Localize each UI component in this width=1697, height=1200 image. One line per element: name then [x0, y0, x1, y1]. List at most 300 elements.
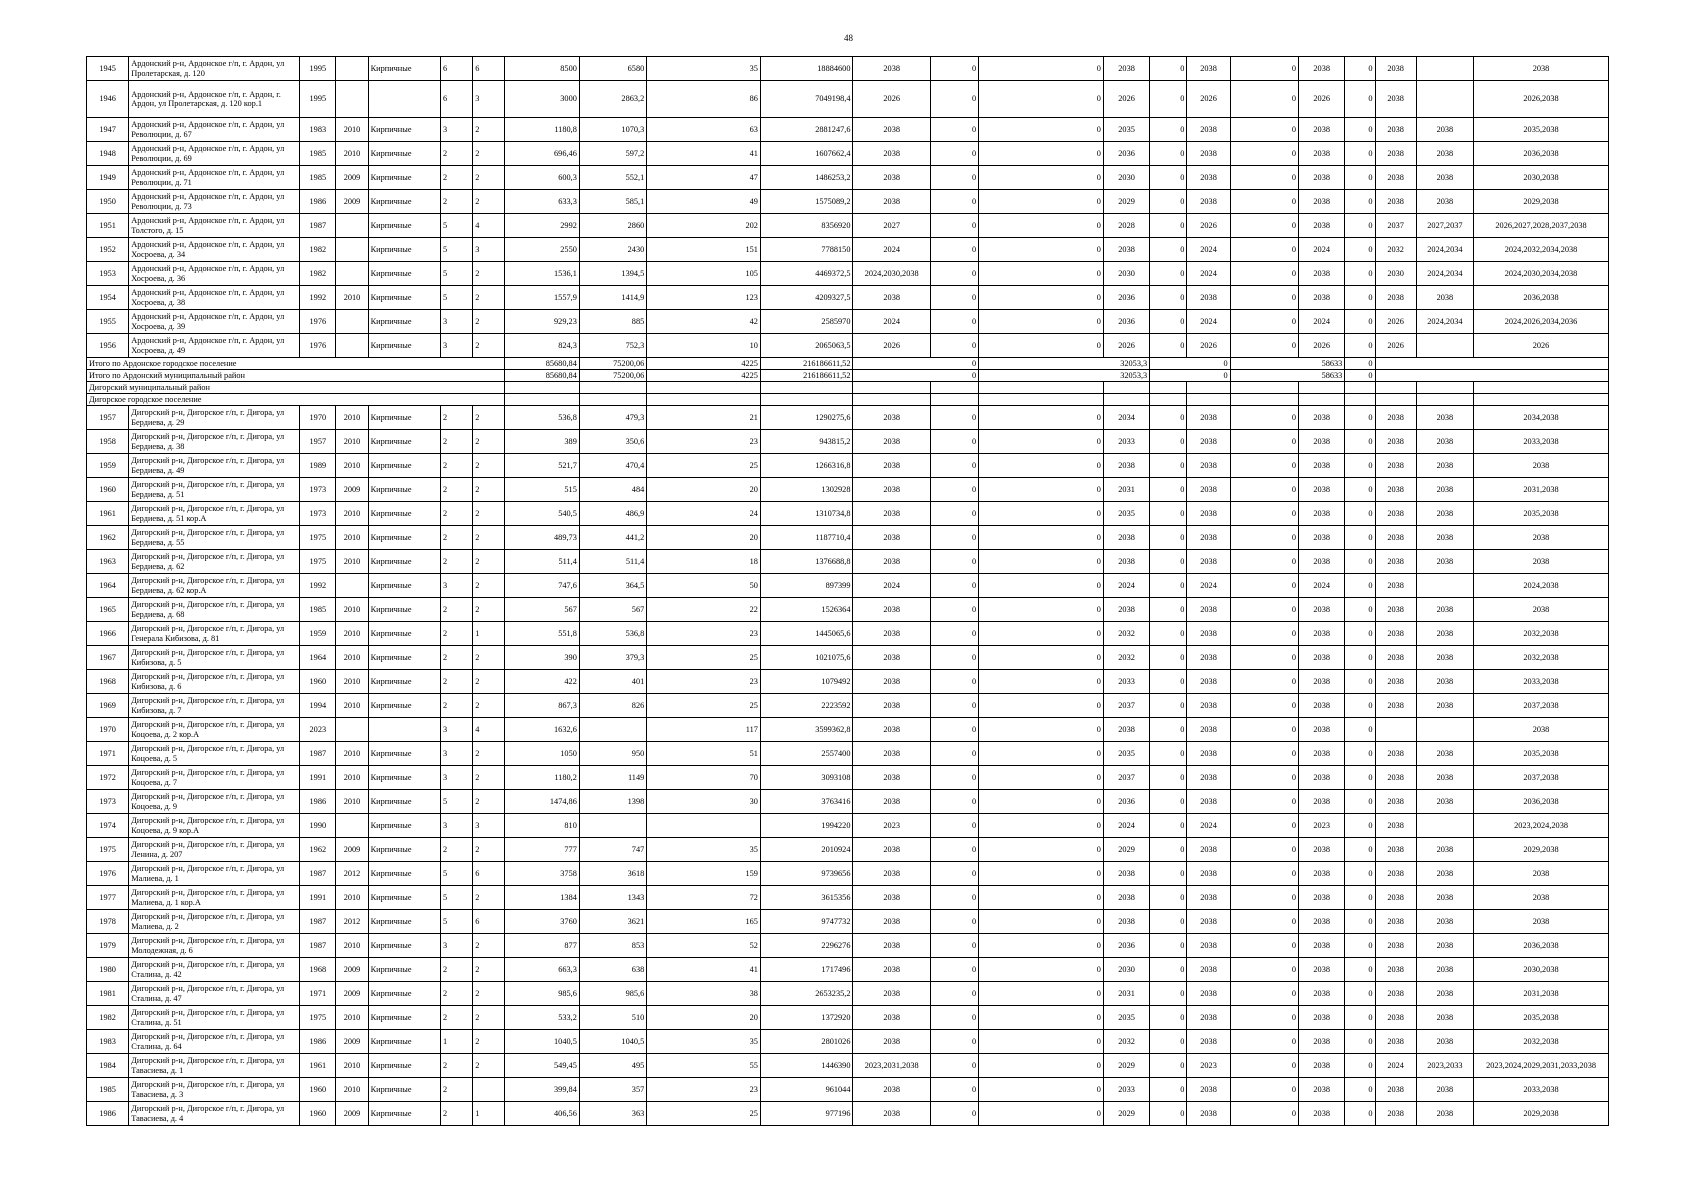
cell-wall-material: Кирпичные	[368, 478, 440, 502]
cell-entrances: 6	[473, 862, 505, 886]
cell-row-number: 1975	[87, 838, 129, 862]
cell-sum-b: 0	[979, 190, 1104, 214]
cell-year-a: 2038	[853, 286, 930, 310]
cell-year-a: 2026	[853, 334, 930, 358]
cell-living-area: 985,6	[579, 982, 646, 1006]
cell-sum-d: 0	[1230, 81, 1298, 118]
cell-residents: 35	[647, 1030, 761, 1054]
cell-sum-b: 0	[979, 838, 1104, 862]
cell-sum-a: 0	[930, 57, 978, 81]
cell-year-a: 2023,2031,2038	[853, 1054, 930, 1078]
cell-floors: 5	[441, 262, 473, 286]
cell-year-c: 2038	[1187, 454, 1230, 478]
cell-year-overhaul: 2010	[336, 502, 368, 526]
cell-year-c: 2038	[1187, 838, 1230, 862]
section-empty-cell	[1474, 394, 1609, 406]
cell-sum-e: 0	[1345, 454, 1375, 478]
cell-year-built: 1991	[300, 886, 336, 910]
section-empty-cell	[1375, 382, 1416, 394]
cell-floors: 5	[441, 910, 473, 934]
cell-sum-a: 0	[930, 1102, 978, 1126]
cell-floors: 1	[441, 1030, 473, 1054]
cell-living-area: 2860	[579, 214, 646, 238]
cell-year-a: 2038	[853, 670, 930, 694]
cell-sum-b: 0	[979, 286, 1104, 310]
cell-wall-material: Кирпичные	[368, 598, 440, 622]
cell-wall-material: Кирпичные	[368, 838, 440, 862]
cell-entrances: 2	[473, 454, 505, 478]
cell-year-a: 2038	[853, 718, 930, 742]
cell-sum-a: 0	[930, 310, 978, 334]
cell-year-e: 2038	[1375, 430, 1416, 454]
cell-year-c: 2038	[1187, 886, 1230, 910]
table-row	[87, 142, 1609, 166]
cell-year-c: 2038	[1187, 670, 1230, 694]
cell-year-d: 2038	[1299, 454, 1345, 478]
cell-sum-b: 0	[979, 742, 1104, 766]
cell-year-built: 1990	[300, 814, 336, 838]
cell-year-d: 2024	[1299, 238, 1345, 262]
cell-row-number: 1966	[87, 622, 129, 646]
cell-cost: 2585970	[760, 310, 853, 334]
cell-sum-c: 0	[1150, 406, 1187, 430]
cell-cost: 2653235,2	[760, 982, 853, 1006]
cell-sum-c: 0	[1150, 1078, 1187, 1102]
cell-year-overhaul: 2010	[336, 118, 368, 142]
cell-all-years: 2024,2032,2034,2038	[1474, 238, 1609, 262]
section-empty-cell	[1187, 394, 1230, 406]
cell-sum-c: 0	[1150, 934, 1187, 958]
section-empty-cell	[1375, 394, 1416, 406]
cell-sum-d: 0	[1230, 502, 1298, 526]
cell-year-e: 2038	[1375, 598, 1416, 622]
cell-year-f	[1416, 334, 1473, 358]
register-body	[87, 57, 1609, 1126]
cell-year-c: 2038	[1187, 502, 1230, 526]
cell-year-f: 2024,2034	[1416, 262, 1473, 286]
cell-total-area: 824,3	[505, 334, 579, 358]
cell-year-c: 2038	[1187, 550, 1230, 574]
cell-sum-e: 0	[1345, 646, 1375, 670]
cell-floors: 2	[441, 1006, 473, 1030]
cell-year-c: 2038	[1187, 190, 1230, 214]
cell-year-f: 2038	[1416, 1102, 1473, 1126]
cell-sum-e: 0	[1345, 57, 1375, 81]
cell-all-years: 2035,2038	[1474, 502, 1609, 526]
cell-year-e: 2038	[1375, 790, 1416, 814]
cell-year-overhaul	[336, 81, 368, 118]
cell-year-overhaul: 2010	[336, 670, 368, 694]
cell-row-number: 1945	[87, 57, 129, 81]
cell-sum-e: 0	[1345, 478, 1375, 502]
table-row	[87, 982, 1609, 1006]
cell-year-b: 2026	[1103, 334, 1149, 358]
cell-total-area: 3758	[505, 862, 579, 886]
cell-sum-e: 0	[1345, 526, 1375, 550]
cell-sum-d: 0	[1230, 694, 1298, 718]
cell-address: Дигорский р-н, Дигорское г/п, г. Дигора, ул Кибизова, д. 6	[129, 670, 300, 694]
cell-sum-a: 0	[930, 81, 978, 118]
cell-sum-a: 0	[930, 550, 978, 574]
cell-address: Ардонский р-н, Ардонское г/п, г. Ардон, ул Революции, д. 67	[129, 118, 300, 142]
table-row	[87, 766, 1609, 790]
cell-address: Ардонский р-н, Ардонское г/п, г. Ардон, ул Пролетарская, д. 120	[129, 57, 300, 81]
cell-sum-a: 0	[930, 718, 978, 742]
cell-sum-d: 0	[1230, 814, 1298, 838]
table-row	[87, 886, 1609, 910]
cell-year-d: 2024	[1299, 574, 1345, 598]
cell-entrances: 3	[473, 238, 505, 262]
cell-sum-d: 0	[1230, 574, 1298, 598]
cell-floors: 2	[441, 166, 473, 190]
total-sum3: 0	[1150, 370, 1230, 382]
cell-sum-a: 0	[930, 958, 978, 982]
cell-sum-d: 0	[1230, 982, 1298, 1006]
cell-cost: 1486253,2	[760, 166, 853, 190]
cell-entrances: 2	[473, 262, 505, 286]
cell-year-built: 1976	[300, 334, 336, 358]
cell-cost: 2296276	[760, 934, 853, 958]
cell-year-b: 2038	[1103, 526, 1149, 550]
cell-total-area: 1050	[505, 742, 579, 766]
cell-year-d: 2038	[1299, 910, 1345, 934]
table-row	[87, 622, 1609, 646]
cell-year-a: 2038	[853, 598, 930, 622]
cell-sum-a: 0	[930, 982, 978, 1006]
cell-row-number: 1950	[87, 190, 129, 214]
cell-floors: 5	[441, 886, 473, 910]
cell-sum-c: 0	[1150, 742, 1187, 766]
cell-year-f: 2038	[1416, 982, 1473, 1006]
cell-cost: 3615356	[760, 886, 853, 910]
cell-year-overhaul: 2010	[336, 694, 368, 718]
cell-sum-a: 0	[930, 814, 978, 838]
cell-row-number: 1948	[87, 142, 129, 166]
cell-year-a: 2038	[853, 502, 930, 526]
cell-sum-d: 0	[1230, 886, 1298, 910]
cell-sum-c: 0	[1150, 838, 1187, 862]
cell-year-a: 2038	[853, 166, 930, 190]
cell-year-c: 2038	[1187, 790, 1230, 814]
cell-year-c: 2038	[1187, 622, 1230, 646]
cell-row-number: 1960	[87, 478, 129, 502]
cell-floors: 2	[441, 190, 473, 214]
table-row	[87, 790, 1609, 814]
cell-year-f: 2038	[1416, 766, 1473, 790]
cell-year-f: 2038	[1416, 886, 1473, 910]
cell-floors: 2	[441, 838, 473, 862]
cell-sum-e: 0	[1345, 958, 1375, 982]
cell-cost: 1446390	[760, 1054, 853, 1078]
cell-sum-d: 0	[1230, 334, 1298, 358]
cell-wall-material: Кирпичные	[368, 910, 440, 934]
cell-sum-a: 0	[930, 742, 978, 766]
section-empty-cell	[760, 382, 853, 394]
cell-sum-e: 0	[1345, 910, 1375, 934]
cell-wall-material: Кирпичные	[368, 142, 440, 166]
cell-sum-a: 0	[930, 862, 978, 886]
table-row	[87, 718, 1609, 742]
cell-row-number: 1979	[87, 934, 129, 958]
cell-row-number: 1980	[87, 958, 129, 982]
cell-year-overhaul: 2010	[336, 406, 368, 430]
cell-sum-a: 0	[930, 118, 978, 142]
cell-year-e: 2038	[1375, 910, 1416, 934]
table-row	[87, 838, 1609, 862]
cell-year-c: 2038	[1187, 934, 1230, 958]
cell-sum-e: 0	[1345, 502, 1375, 526]
cell-floors: 2	[441, 958, 473, 982]
cell-living-area: 486,9	[579, 502, 646, 526]
cell-sum-e: 0	[1345, 262, 1375, 286]
cell-year-c: 2038	[1187, 982, 1230, 1006]
cell-address: Дигорский р-н, Дигорское г/п, г. Дигора, ул Коцоева, д. 9	[129, 790, 300, 814]
cell-year-b: 2029	[1103, 1102, 1149, 1126]
cell-living-area: 885	[579, 310, 646, 334]
cell-row-number: 1969	[87, 694, 129, 718]
cell-row-number: 1962	[87, 526, 129, 550]
cell-year-built: 1983	[300, 118, 336, 142]
cell-year-built: 1961	[300, 1054, 336, 1078]
cell-wall-material: Кирпичные	[368, 694, 440, 718]
cell-sum-b: 0	[979, 862, 1104, 886]
cell-year-f: 2038	[1416, 406, 1473, 430]
cell-address: Дигорский р-н, Дигорское г/п, г. Дигора, ул Коцоева, д. 9 кор.А	[129, 814, 300, 838]
cell-address: Дигорский р-н, Дигорское г/п, г. Дигора, ул Бердиева, д. 62 кор.А	[129, 574, 300, 598]
section-empty-cell	[1230, 382, 1298, 394]
table-row	[87, 214, 1609, 238]
total-sum2: 32053,3	[979, 370, 1150, 382]
cell-year-f	[1416, 81, 1473, 118]
cell-residents: 25	[647, 1102, 761, 1126]
cell-year-f	[1416, 814, 1473, 838]
cell-sum-e: 0	[1345, 622, 1375, 646]
cell-sum-d: 0	[1230, 718, 1298, 742]
cell-year-built: 1991	[300, 766, 336, 790]
cell-year-b: 2038	[1103, 550, 1149, 574]
cell-residents: 30	[647, 790, 761, 814]
section-empty-cell	[979, 382, 1104, 394]
cell-row-number: 1977	[87, 886, 129, 910]
cell-total-area: 877	[505, 934, 579, 958]
cell-sum-e: 0	[1345, 766, 1375, 790]
cell-year-overhaul	[336, 57, 368, 81]
cell-year-built: 1992	[300, 286, 336, 310]
cell-entrances: 2	[473, 646, 505, 670]
cell-sum-d: 0	[1230, 742, 1298, 766]
cell-row-number: 1951	[87, 214, 129, 238]
cell-year-d: 2038	[1299, 622, 1345, 646]
cell-residents: 23	[647, 430, 761, 454]
cell-living-area	[579, 718, 646, 742]
cell-year-b: 2035	[1103, 1006, 1149, 1030]
cell-year-overhaul: 2010	[336, 646, 368, 670]
cell-year-a: 2038	[853, 454, 930, 478]
cell-year-built: 1995	[300, 81, 336, 118]
cell-cost: 9739656	[760, 862, 853, 886]
cell-entrances: 2	[473, 934, 505, 958]
cell-year-b: 2038	[1103, 57, 1149, 81]
page-number: 48	[844, 33, 853, 43]
section-empty-cell	[979, 394, 1104, 406]
total-residents: 4225	[647, 358, 761, 370]
section-empty-cell	[1416, 382, 1473, 394]
cell-sum-b: 0	[979, 934, 1104, 958]
cell-sum-d: 0	[1230, 190, 1298, 214]
cell-year-d: 2038	[1299, 934, 1345, 958]
cell-sum-c: 0	[1150, 214, 1187, 238]
cell-year-b: 2030	[1103, 958, 1149, 982]
table-row	[87, 118, 1609, 142]
cell-sum-a: 0	[930, 670, 978, 694]
cell-all-years: 2037,2038	[1474, 694, 1609, 718]
cell-year-e: 2038	[1375, 1078, 1416, 1102]
cell-year-d: 2038	[1299, 214, 1345, 238]
cell-year-d: 2038	[1299, 142, 1345, 166]
cell-sum-c: 0	[1150, 190, 1187, 214]
cell-total-area: 1040,5	[505, 1030, 579, 1054]
cell-entrances: 2	[473, 598, 505, 622]
cell-all-years: 2038	[1474, 862, 1609, 886]
section-empty-cell	[1474, 382, 1609, 394]
cell-sum-c: 0	[1150, 814, 1187, 838]
cell-living-area: 752,3	[579, 334, 646, 358]
cell-year-a: 2038	[853, 1102, 930, 1126]
cell-sum-c: 0	[1150, 718, 1187, 742]
cell-entrances: 2	[473, 1006, 505, 1030]
cell-year-e: 2038	[1375, 57, 1416, 81]
cell-sum-c: 0	[1150, 142, 1187, 166]
cell-year-overhaul: 2010	[336, 1006, 368, 1030]
cell-floors: 3	[441, 574, 473, 598]
cell-sum-c: 0	[1150, 862, 1187, 886]
cell-row-number: 1955	[87, 310, 129, 334]
cell-year-c: 2038	[1187, 766, 1230, 790]
cell-year-b: 2038	[1103, 862, 1149, 886]
cell-sum-a: 0	[930, 502, 978, 526]
cell-cost: 1187710,4	[760, 526, 853, 550]
cell-year-e: 2038	[1375, 886, 1416, 910]
cell-sum-a: 0	[930, 334, 978, 358]
cell-cost: 1021075,6	[760, 646, 853, 670]
cell-wall-material: Кирпичные	[368, 286, 440, 310]
cell-all-years: 2031,2038	[1474, 982, 1609, 1006]
cell-year-overhaul: 2009	[336, 166, 368, 190]
table-row	[87, 1102, 1609, 1126]
cell-sum-e: 0	[1345, 982, 1375, 1006]
cell-year-overhaul	[336, 814, 368, 838]
cell-total-area: 777	[505, 838, 579, 862]
section-empty-cell	[853, 394, 930, 406]
cell-year-a: 2038	[853, 886, 930, 910]
cell-year-built: 1994	[300, 694, 336, 718]
cell-address: Дигорский р-н, Дигорское г/п, г. Дигора, ул Ленина, д. 207	[129, 838, 300, 862]
cell-year-built: 1976	[300, 310, 336, 334]
cell-entrances: 2	[473, 526, 505, 550]
cell-all-years: 2033,2038	[1474, 1078, 1609, 1102]
cell-sum-e: 0	[1345, 1102, 1375, 1126]
cell-year-a: 2038	[853, 622, 930, 646]
cell-all-years: 2034,2038	[1474, 406, 1609, 430]
cell-sum-a: 0	[930, 622, 978, 646]
cell-year-overhaul: 2009	[336, 982, 368, 1006]
cell-year-b: 2035	[1103, 502, 1149, 526]
cell-sum-c: 0	[1150, 1102, 1187, 1126]
cell-row-number: 1983	[87, 1030, 129, 1054]
cell-total-area: 2550	[505, 238, 579, 262]
cell-sum-d: 0	[1230, 958, 1298, 982]
cell-sum-b: 0	[979, 406, 1104, 430]
cell-cost: 1994220	[760, 814, 853, 838]
cell-sum-c: 0	[1150, 118, 1187, 142]
cell-year-built: 1960	[300, 1102, 336, 1126]
cell-year-c: 2024	[1187, 238, 1230, 262]
table-row	[87, 190, 1609, 214]
cell-sum-e: 0	[1345, 790, 1375, 814]
cell-sum-b: 0	[979, 790, 1104, 814]
cell-year-e: 2038	[1375, 286, 1416, 310]
cell-living-area: 536,8	[579, 622, 646, 646]
cell-year-e: 2038	[1375, 862, 1416, 886]
cell-year-c: 2038	[1187, 478, 1230, 502]
cell-sum-d: 0	[1230, 214, 1298, 238]
cell-year-built: 1973	[300, 502, 336, 526]
cell-residents: 202	[647, 214, 761, 238]
cell-entrances: 3	[473, 814, 505, 838]
cell-year-c: 2038	[1187, 1078, 1230, 1102]
cell-all-years: 2026,2038	[1474, 81, 1609, 118]
cell-sum-d: 0	[1230, 1030, 1298, 1054]
cell-year-e: 2038	[1375, 142, 1416, 166]
cell-year-f: 2038	[1416, 742, 1473, 766]
cell-sum-a: 0	[930, 406, 978, 430]
cell-year-f	[1416, 718, 1473, 742]
cell-wall-material: Кирпичные	[368, 814, 440, 838]
cell-sum-b: 0	[979, 814, 1104, 838]
cell-address: Дигорский р-н, Дигорское г/п, г. Дигора, ул Молодежная, д. 6	[129, 934, 300, 958]
cell-year-e: 2038	[1375, 814, 1416, 838]
section-header-row	[87, 382, 1609, 394]
cell-year-b: 2029	[1103, 838, 1149, 862]
cell-sum-a: 0	[930, 646, 978, 670]
cell-residents	[647, 814, 761, 838]
total-sum1: 0	[853, 358, 979, 370]
cell-year-c: 2038	[1187, 598, 1230, 622]
cell-sum-e: 0	[1345, 142, 1375, 166]
table-row	[87, 81, 1609, 118]
section-empty-cell	[1187, 382, 1230, 394]
table-row	[87, 910, 1609, 934]
cell-all-years: 2030,2038	[1474, 958, 1609, 982]
cell-floors: 5	[441, 238, 473, 262]
cell-year-built: 1986	[300, 790, 336, 814]
cell-row-number: 1971	[87, 742, 129, 766]
cell-year-e: 2038	[1375, 454, 1416, 478]
cell-year-a: 2038	[853, 142, 930, 166]
cell-entrances: 6	[473, 910, 505, 934]
cell-wall-material: Кирпичные	[368, 934, 440, 958]
cell-wall-material: Кирпичные	[368, 982, 440, 1006]
cell-wall-material: Кирпичные	[368, 166, 440, 190]
cell-total-area: 3760	[505, 910, 579, 934]
cell-year-b: 2035	[1103, 742, 1149, 766]
cell-year-d: 2038	[1299, 862, 1345, 886]
cell-year-a: 2038	[853, 526, 930, 550]
cell-sum-c: 0	[1150, 166, 1187, 190]
cell-wall-material: Кирпичные	[368, 406, 440, 430]
cell-total-area: 389	[505, 430, 579, 454]
cell-sum-d: 0	[1230, 238, 1298, 262]
